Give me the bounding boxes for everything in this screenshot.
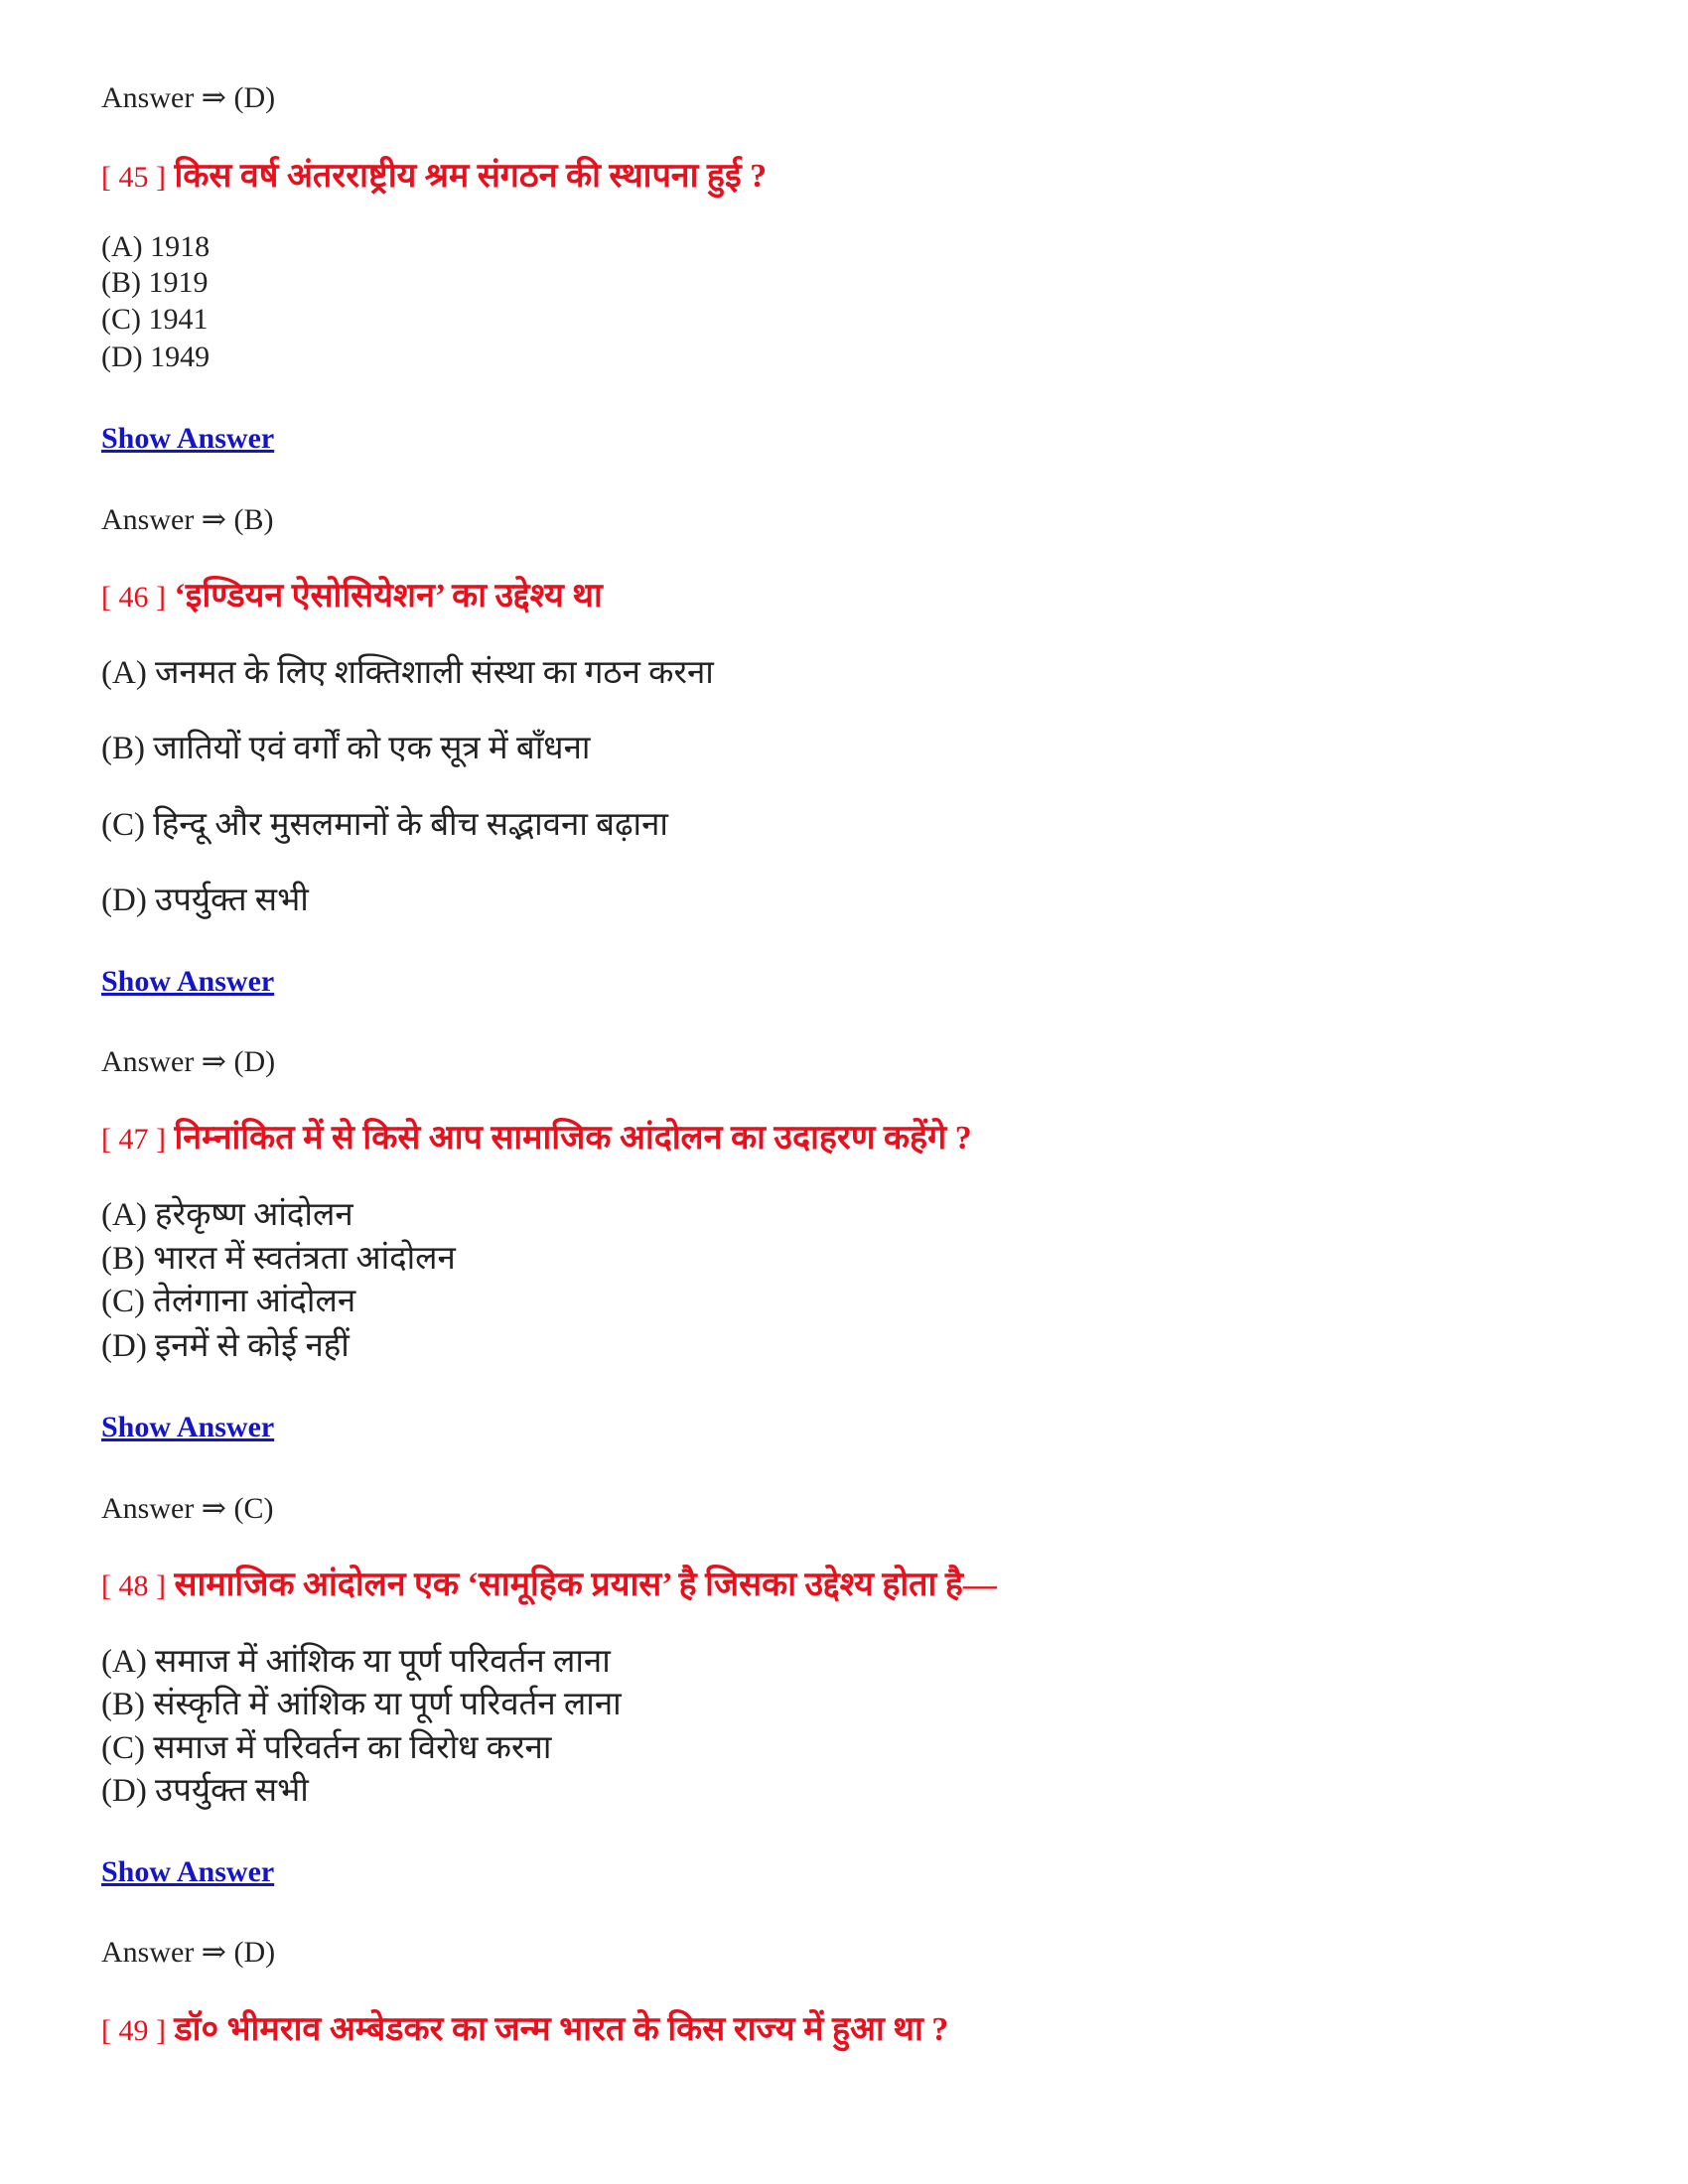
option-d: (D) उपर्युक्त सभी <box>101 1773 309 1809</box>
question-text: किस वर्ष अंतरराष्ट्रीय श्रम संगठन की स्थापना हुई ? <box>174 158 768 195</box>
question-47 <box>101 1119 972 1159</box>
show-answer-link[interactable]: Show Answer <box>101 1411 275 1443</box>
answer-text: Answer ⇒ (B) <box>101 503 274 536</box>
option-d: (D) 1949 <box>101 341 211 373</box>
question-49 <box>101 2010 948 2050</box>
option-b: (B) संस्कृति में आंशिक या पूर्ण परिवर्तन लाना <box>101 1687 622 1722</box>
answer-text: Answer ⇒ (D) <box>101 81 276 114</box>
option-a: (A) 1918 <box>101 230 211 263</box>
option-a: (A) समाज में आंशिक या पूर्ण परिवर्तन लाना <box>101 1644 611 1680</box>
question-text: डॉ० भीमराव अम्बेडकर का जन्म भारत के किस राज्य में हुआ था ? <box>174 2011 949 2048</box>
question-text: निम्नांकित में से किसे आप सामाजिक आंदोलन का उदाहरण कहेंगे ? <box>174 1120 972 1157</box>
question-text: सामाजिक आंदोलन एक ‘सामूहिक प्रयास’ है जिसका उद्देश्य होता है— <box>174 1567 997 1603</box>
option-d: (D) उपर्युक्त सभी <box>101 883 309 918</box>
question-46 <box>101 577 603 616</box>
option-c: (C) 1941 <box>101 303 209 336</box>
question-number: [ 47 ] <box>101 1123 166 1156</box>
question-number: [ 48 ] <box>101 1570 166 1602</box>
show-answer-link[interactable]: Show Answer <box>101 422 275 455</box>
option-c: (C) तेलंगाना आंदोलन <box>101 1284 356 1319</box>
option-c: (C) समाज में परिवर्तन का विरोध करना <box>101 1730 552 1766</box>
option-b: (B) 1919 <box>101 266 209 299</box>
question-48 <box>101 1566 997 1605</box>
question-45 <box>101 157 767 197</box>
option-b: (B) जातियों एवं वर्गों को एक सूत्र में बाँधना <box>101 731 591 766</box>
answer-text: Answer ⇒ (C) <box>101 1492 274 1525</box>
answer-text: Answer ⇒ (D) <box>101 1045 276 1078</box>
option-a: (A) जनमत के लिए शक्तिशाली संस्था का गठन करना <box>101 655 714 691</box>
answer-text: Answer ⇒ (D) <box>101 1936 276 1969</box>
question-number: [ 45 ] <box>101 161 166 194</box>
show-answer-link[interactable]: Show Answer <box>101 1855 275 1888</box>
option-b: (B) भारत में स्वतंत्रता आंदोलन <box>101 1241 456 1277</box>
question-number: [ 46 ] <box>101 581 166 614</box>
question-text: ‘इण्डियन ऐसोसियेशन’ का उद्देश्य था <box>174 578 603 614</box>
question-number: [ 49 ] <box>101 2014 166 2047</box>
option-c: (C) हिन्दू और मुसलमानों के बीच सद्भावना बढ़ाना <box>101 807 668 843</box>
option-a: (A) हरेकृष्ण आंदोलन <box>101 1197 353 1233</box>
show-answer-link[interactable]: Show Answer <box>101 965 275 998</box>
option-d: (D) इनमें से कोई नहीं <box>101 1328 350 1364</box>
